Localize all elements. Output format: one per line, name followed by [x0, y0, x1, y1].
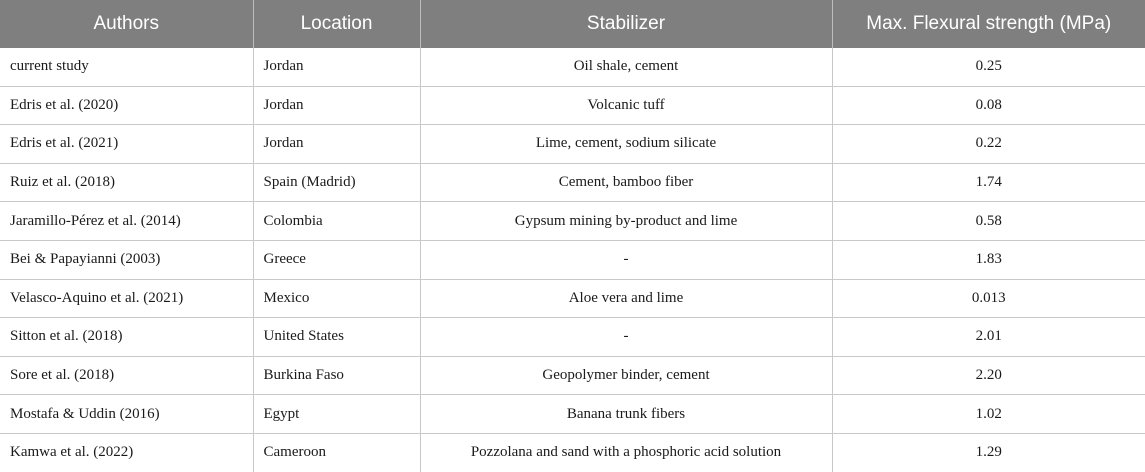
- cell-location: Jordan: [253, 86, 420, 125]
- cell-stabilizer: -: [420, 318, 832, 357]
- cell-location: Spain (Madrid): [253, 163, 420, 202]
- cell-max-flexural-strength: 2.01: [832, 318, 1145, 357]
- cell-stabilizer: Volcanic tuff: [420, 86, 832, 125]
- table-row: [0, 318, 1145, 357]
- header-authors: Authors: [0, 0, 253, 48]
- cell-author: Ruiz et al. (2018): [0, 163, 253, 202]
- header-stabilizer: Stabilizer: [420, 0, 832, 48]
- cell-location: Jordan: [253, 125, 420, 164]
- cell-author: Edris et al. (2020): [0, 86, 253, 125]
- cell-location: Burkina Faso: [253, 356, 420, 395]
- header-location: Location: [253, 0, 420, 48]
- cell-author: Mostafa & Uddin (2016): [0, 395, 253, 434]
- cell-stabilizer: Banana trunk fibers: [420, 395, 832, 434]
- cell-author: Sore et al. (2018): [0, 356, 253, 395]
- cell-max-flexural-strength: 1.02: [832, 395, 1145, 434]
- cell-stabilizer: -: [420, 240, 832, 279]
- cell-max-flexural-strength: 0.25: [832, 48, 1145, 86]
- cell-author: Edris et al. (2021): [0, 125, 253, 164]
- cell-max-flexural-strength: 1.29: [975, 444, 1002, 461]
- cell-stabilizer: Oil shale, cement: [420, 48, 832, 86]
- table-row: [0, 163, 1145, 202]
- cell-author: Bei & Papayianni (2003): [0, 240, 253, 279]
- cell-max-flexural-strength: 0.013: [832, 279, 1145, 318]
- table-row: [0, 202, 1145, 241]
- cell-location: Cameroon: [253, 433, 420, 471]
- table-row: [0, 86, 1145, 125]
- cell-stabilizer: Cement, bamboo fiber: [420, 163, 832, 202]
- table-row: [0, 356, 1145, 395]
- table-row: [0, 48, 1145, 86]
- table-row: [0, 125, 1145, 164]
- cell-stabilizer: Gypsum mining by-product and lime: [420, 202, 832, 241]
- cell-location: Mexico: [253, 279, 420, 318]
- cell-author: Kamwa et al. (2022): [0, 433, 253, 471]
- table-row: [0, 240, 1145, 279]
- cell-max-flexural-strength: 0.08: [832, 86, 1145, 125]
- table-body: [0, 48, 1145, 472]
- table-row: [0, 433, 1145, 471]
- cell-max-flexural-strength: 0.22: [832, 125, 1145, 164]
- cell-author: Sitton et al. (2018): [0, 318, 253, 357]
- cell-author: current study: [0, 48, 253, 86]
- cell-location: Jordan: [253, 48, 420, 86]
- cell-stabilizer: Pozzolana and sand with a phosphoric acid solution: [420, 433, 832, 471]
- header-row: [0, 0, 1145, 48]
- header-max-flexural-strength: Max. Flexural strength (MPa): [832, 0, 1145, 48]
- cell-location: United States: [253, 318, 420, 357]
- table-row: [0, 279, 1145, 318]
- cell-author: Jaramillo-Pérez et al. (2014): [0, 202, 253, 241]
- cell-location: Egypt: [253, 395, 420, 434]
- cell-stabilizer: Aloe vera and lime: [420, 279, 832, 318]
- table-row: [0, 395, 1145, 434]
- cell-location: Colombia: [253, 202, 420, 241]
- cell-max-flexural-strength: 1.74: [832, 163, 1145, 202]
- cell-max-flexural-strength: 2.20: [832, 356, 1145, 395]
- cell-location: Greece: [253, 240, 420, 279]
- cell-author: Velasco-Aquino et al. (2021): [0, 279, 253, 318]
- cell-stabilizer: Geopolymer binder, cement: [420, 356, 832, 395]
- cell-max-flexural-strength: 0.58: [832, 202, 1145, 241]
- cell-stabilizer: Lime, cement, sodium silicate: [420, 125, 832, 164]
- cell-max-flexural-strength: 1.83: [832, 240, 1145, 279]
